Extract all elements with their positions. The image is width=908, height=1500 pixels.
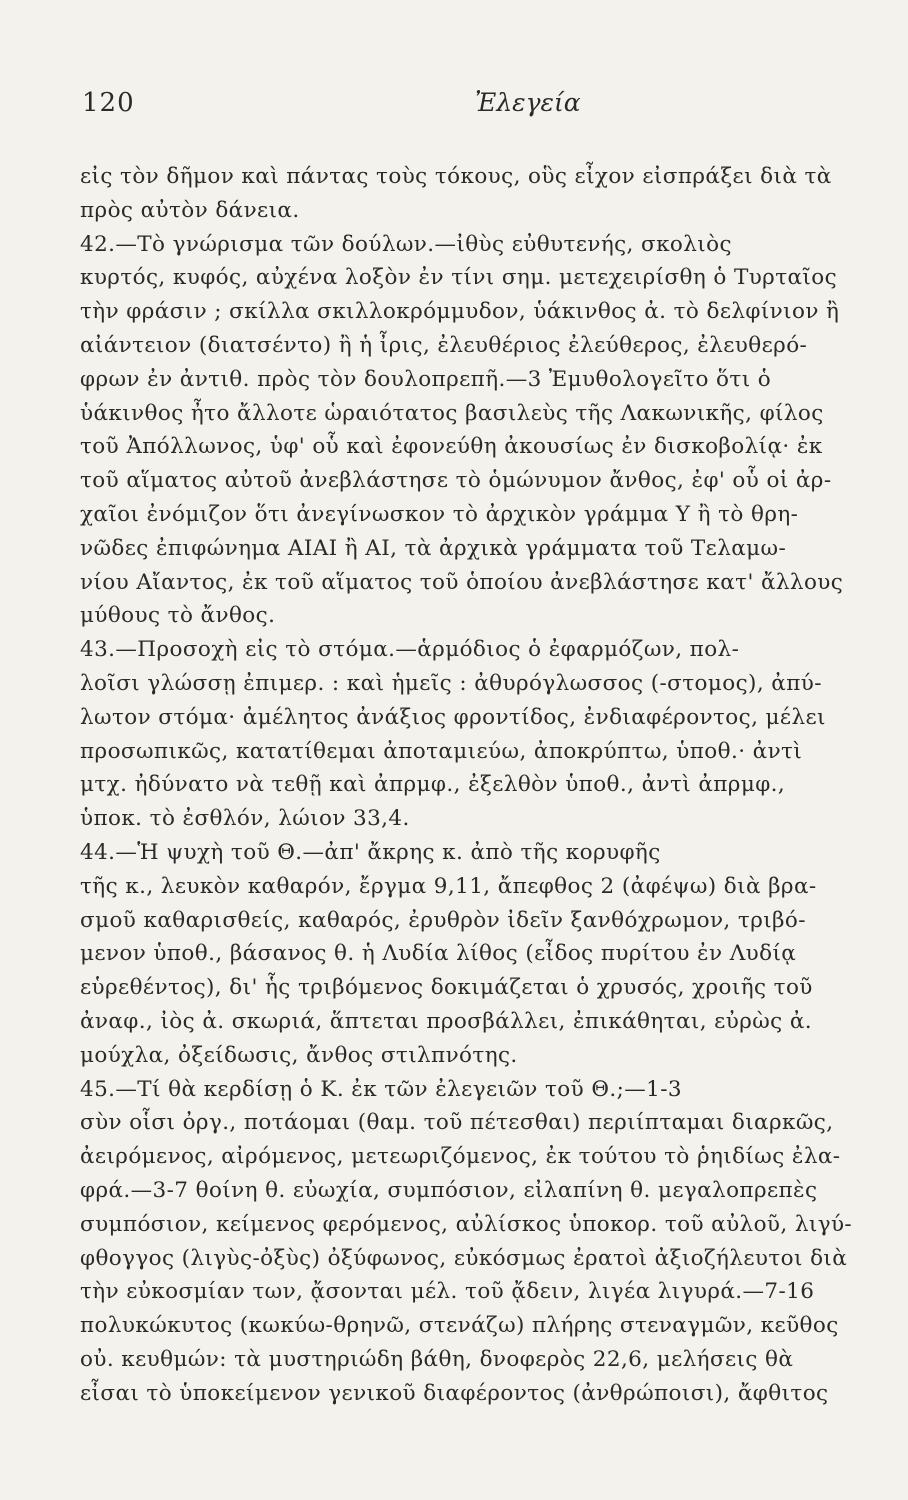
text-line: ὑάκινθος ἦτο ἄλλοτε ὡραιότατος βασιλεὺς τῆς Λακωνικῆς, φίλος: [80, 400, 824, 426]
text-line: πολυκώκυτος (κωκύω-θρηνῶ, στενάζω) πλήρης στεναγμῶν, κεῦθος: [80, 1313, 839, 1339]
text-line: νίου Αἴαντος, ἐκ τοῦ αἵματος τοῦ ὁποίου ἀνεβλάστησε κατ' ἄλλους: [80, 569, 844, 595]
text-line: μενον ὑποθ., βάσανος θ. ἡ Λυδία λίθος (εἶδος πυρίτου ἐν Λυδίᾳ: [80, 941, 797, 967]
text-line: νῶδες ἐπιφώνημα ΑΙΑΙ ἢ ΑΙ, τὰ ἀρχικὰ γράμματα τοῦ Τελαμω-: [80, 535, 787, 561]
text-line: φρων ἐν ἀντιθ. πρὸς τὸν δουλοπρεπῆ.—3 Ἐμυθολογεῖτο ὅτι ὁ: [80, 366, 772, 392]
text-line: φρά.—3-7 θοίνη θ. εὐωχία, συμπόσιον, εἰλαπίνη θ. μεγαλοπρεπὲς: [80, 1177, 818, 1203]
text-line: εἰς τὸν δῆμον καὶ πάντας τοὺς τόκους, οὓς εἶχον εἰσπράξει διὰ τὰ: [80, 164, 832, 189]
text-line: μούχλα, ὀξείδωσις, ἄνθος στιλπνότης.: [80, 1042, 518, 1068]
text-line: 42.—Τὸ γνώρισμα τῶν δούλων.—ἰθὺς εὐθυτενής, σκολιὸς: [80, 231, 732, 257]
text-line: 45.—Τί θὰ κερδίσῃ ὁ Κ. ἐκ τῶν ἐλεγειῶν τοῦ Θ.;—1-3: [80, 1076, 682, 1102]
text-line: πρὸς αὐτὸν δάνεια.: [80, 197, 300, 223]
text-line: λοῖσι γλώσσῃ ἐπιμερ. : καὶ ἡμεῖς : ἀθυρόγλωσσος (-στομος), ἀπύ-: [80, 670, 822, 696]
text-line: ὑποκ. τὸ ἐσθλόν, λώιον 33,4.: [80, 806, 410, 832]
text-line: μτχ. ἠδύνατο νὰ τεθῇ καὶ ἀπρμφ., ἐξελθὸν ὑποθ., ἀντὶ ἀπρμφ.,: [80, 772, 786, 798]
text-line: λωτον στόμα· ἀμέλητος ἀνάξιος φροντίδος, ἐνδιαφέροντος, μέλει: [80, 704, 826, 730]
text-line: αἰάντειον (διατσέντο) ἢ ἡ ἶρις, ἐλευθέριος ἐλεύθερος, ἐλευθερό-: [80, 332, 808, 358]
text-line: τοῦ Ἀπόλλωνος, ὑφ' οὗ καὶ ἐφονεύθη ἀκουσίως ἐν δισκοβολίᾳ· ἐκ: [80, 434, 823, 460]
running-title: Ἐλεγεία: [475, 88, 581, 117]
text-line: ἀναφ., ἰὸς ἀ. σκωριά, ἅπτεται προσβάλλει, ἐπικάθηται, εὐρὼς ἀ.: [80, 1008, 812, 1034]
text-line: μύθους τὸ ἄνθος.: [80, 603, 276, 629]
text-line: τῆς κ., λευκὸν καθαρόν, ἔργμα 9,11, ἄπεφθος 2 (ἀφέψω) διὰ βρα-: [80, 873, 817, 899]
text-line: τὴν φράσιν ; σκίλλα σκιλλοκρόμμυδον, ὑάκινθος ἀ. τὸ δελφίνιον ἢ: [80, 299, 840, 325]
text-line: φθογγος (λιγὺς-ὀξὺς) ὀξύφωνος, εὐκόσμως ἐρατοὶ ἀξιοζήλευτοι διὰ: [80, 1245, 848, 1271]
text-line: συμπόσιον, κείμενος φερόμενος, αὐλίσκος ὑποκορ. τοῦ αὐλοῦ, λιγύ-: [80, 1211, 853, 1237]
text-line: 43.—Προσοχὴ εἰς τὸ στόμα.—ἁρμόδιος ὁ ἐφαρμόζων, πολ-: [80, 637, 740, 663]
text-line: προσωπικῶς, κατατίθεμαι ἀποταμιεύω, ἀποκρύπτω, ὑποθ.· ἀντὶ: [80, 738, 803, 764]
text-line: σμοῦ καθαρισθείς, καθαρός, ἐρυθρὸν ἰδεῖν ξανθόχρωμον, τριβό-: [80, 907, 806, 933]
page-header: [80, 88, 848, 128]
commentary-text: [80, 160, 864, 1410]
page-number: 120: [82, 88, 135, 118]
text-line: εὑρεθέντος), δι' ἧς τριβόμενος δοκιμάζεται ὁ χρυσός, χροιῆς τοῦ: [80, 975, 813, 1001]
text-line: ἀειρόμενος, αἰρόμενος, μετεωριζόμενος, ἐκ τούτου τὸ ῥηιδίως ἐλα-: [80, 1144, 841, 1170]
text-line: τοῦ αἵματος αὐτοῦ ἀνεβλάστησε τὸ ὁμώνυμον ἄνθος, ἐφ' οὗ οἱ ἀρ-: [80, 468, 832, 494]
text-line: χαῖοι ἐνόμιζον ὅτι ἀνεγίνωσκον τὸ ἀρχικὸν γράμμα Υ ἢ τὸ θρη-: [80, 501, 799, 527]
text-line: εἶσαι τὸ ὑποκείμενον γενικοῦ διαφέροντος (ἀνθρώποισι), ἄφθιτος: [80, 1380, 829, 1406]
text-line: τὴν εὐκοσμίαν των, ᾄσονται μέλ. τοῦ ᾄδειν, λιγέα λιγυρά.—7-16: [80, 1279, 815, 1305]
text-line: οὐ. κευθμών: τὰ μυστηριώδη βάθη, δνοφερὸς 22,6, μελήσεις θὰ: [80, 1346, 794, 1372]
text-line: σὺν οἷσι ὀργ., ποτάομαι (θαμ. τοῦ πέτεσθαι) περιίπταμαι διαρκῶς,: [80, 1110, 834, 1136]
text-line: κυρτός, κυφός, αὐχένα λοξὸν ἐν τίνι σημ. μετεχειρίσθη ὁ Τυρταῖος: [80, 265, 838, 291]
text-line: 44.—Ἡ ψυχὴ τοῦ Θ.—ἀπ' ἄκρης κ. ἀπὸ τῆς κορυφῆς: [80, 839, 661, 865]
